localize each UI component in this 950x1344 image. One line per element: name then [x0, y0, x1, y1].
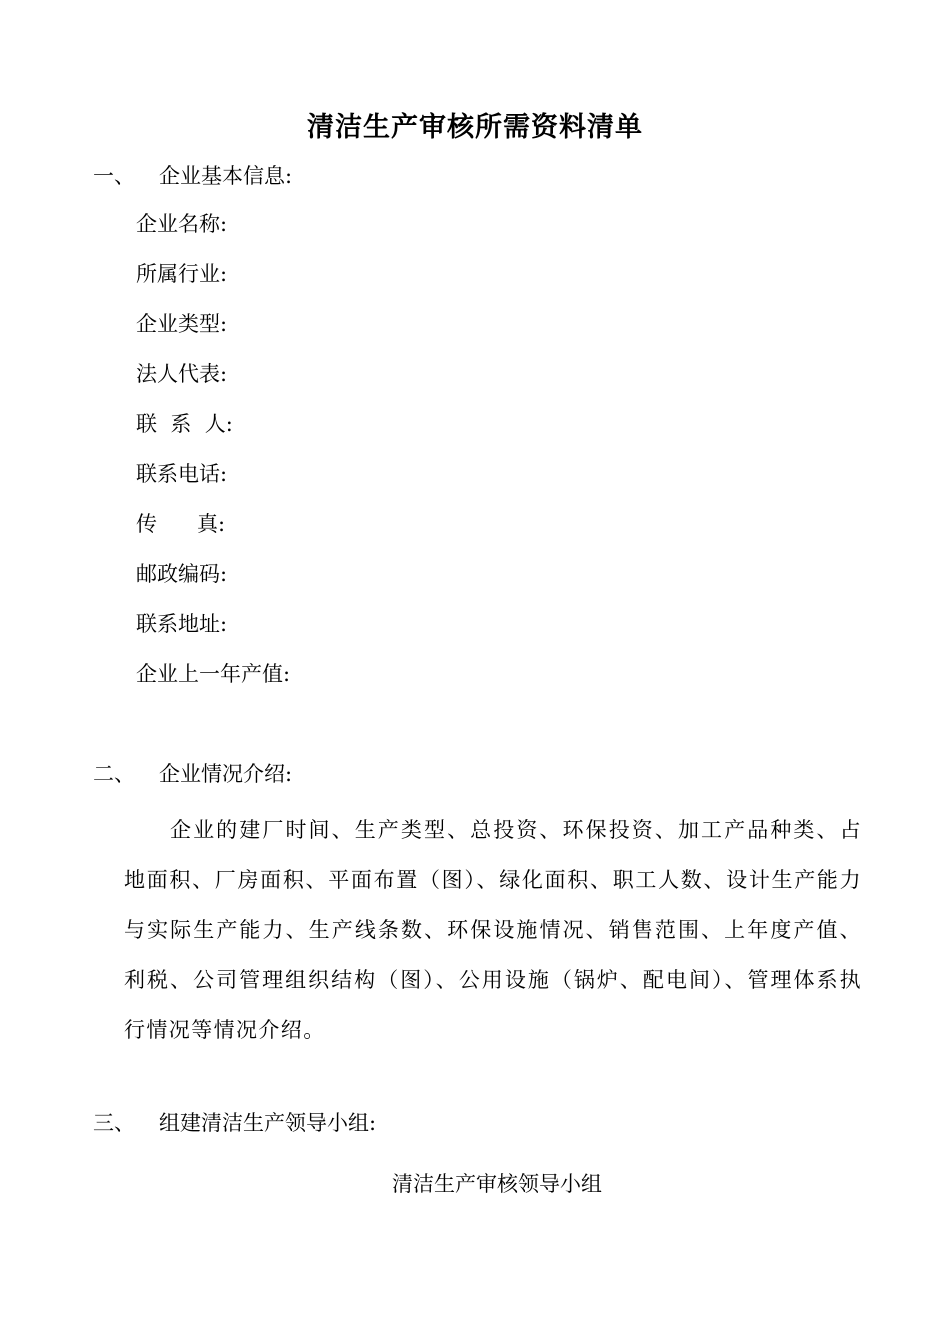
- section-number: 三、: [93, 1111, 135, 1135]
- field-postal-code: 邮政编码:: [136, 562, 228, 586]
- field-industry: 所属行业:: [136, 262, 228, 286]
- field-company-type: 企业类型:: [136, 312, 228, 336]
- section-title: 企业情况介绍:: [159, 762, 293, 786]
- company-intro-paragraph: 企业的建厂时间、生产类型、总投资、环保投资、加工产品种类、占地面积、厂房面积、平面布置（图）、绿化面积、职工人数、设计生产能力与实际生产能力、生产线条数、环保设施情况、销售范围、上年度产值、利税、公司管理组织结构（图）、公用设施（锅炉、配电间）、管理体系执行情况等情况介绍。: [124, 818, 862, 1042]
- page-title: 清洁生产审核所需资料清单: [307, 112, 643, 143]
- field-last-year-output: 企业上一年产值:: [136, 662, 291, 686]
- field-address: 联系地址:: [136, 612, 228, 636]
- section-heading-basic-info: [93, 160, 292, 192]
- field-legal-representative: 法人代表:: [136, 362, 228, 386]
- section-heading-leadership-group: [93, 1107, 376, 1139]
- leadership-group-caption: 清洁生产审核领导小组: [392, 1172, 602, 1196]
- field-fax: 传 真:: [136, 512, 226, 536]
- field-contact-phone: 联系电话:: [136, 462, 228, 486]
- section-heading-company-intro: [93, 758, 292, 790]
- section-title: 组建清洁生产领导小组:: [159, 1111, 377, 1135]
- section-number: 二、: [93, 762, 135, 786]
- field-company-name: 企业名称:: [136, 212, 228, 236]
- basic-info-field-list: [136, 208, 290, 708]
- section-title: 企业基本信息:: [159, 164, 293, 188]
- field-contact-person: 联 系 人:: [136, 412, 233, 436]
- section-number: 一、: [93, 164, 135, 188]
